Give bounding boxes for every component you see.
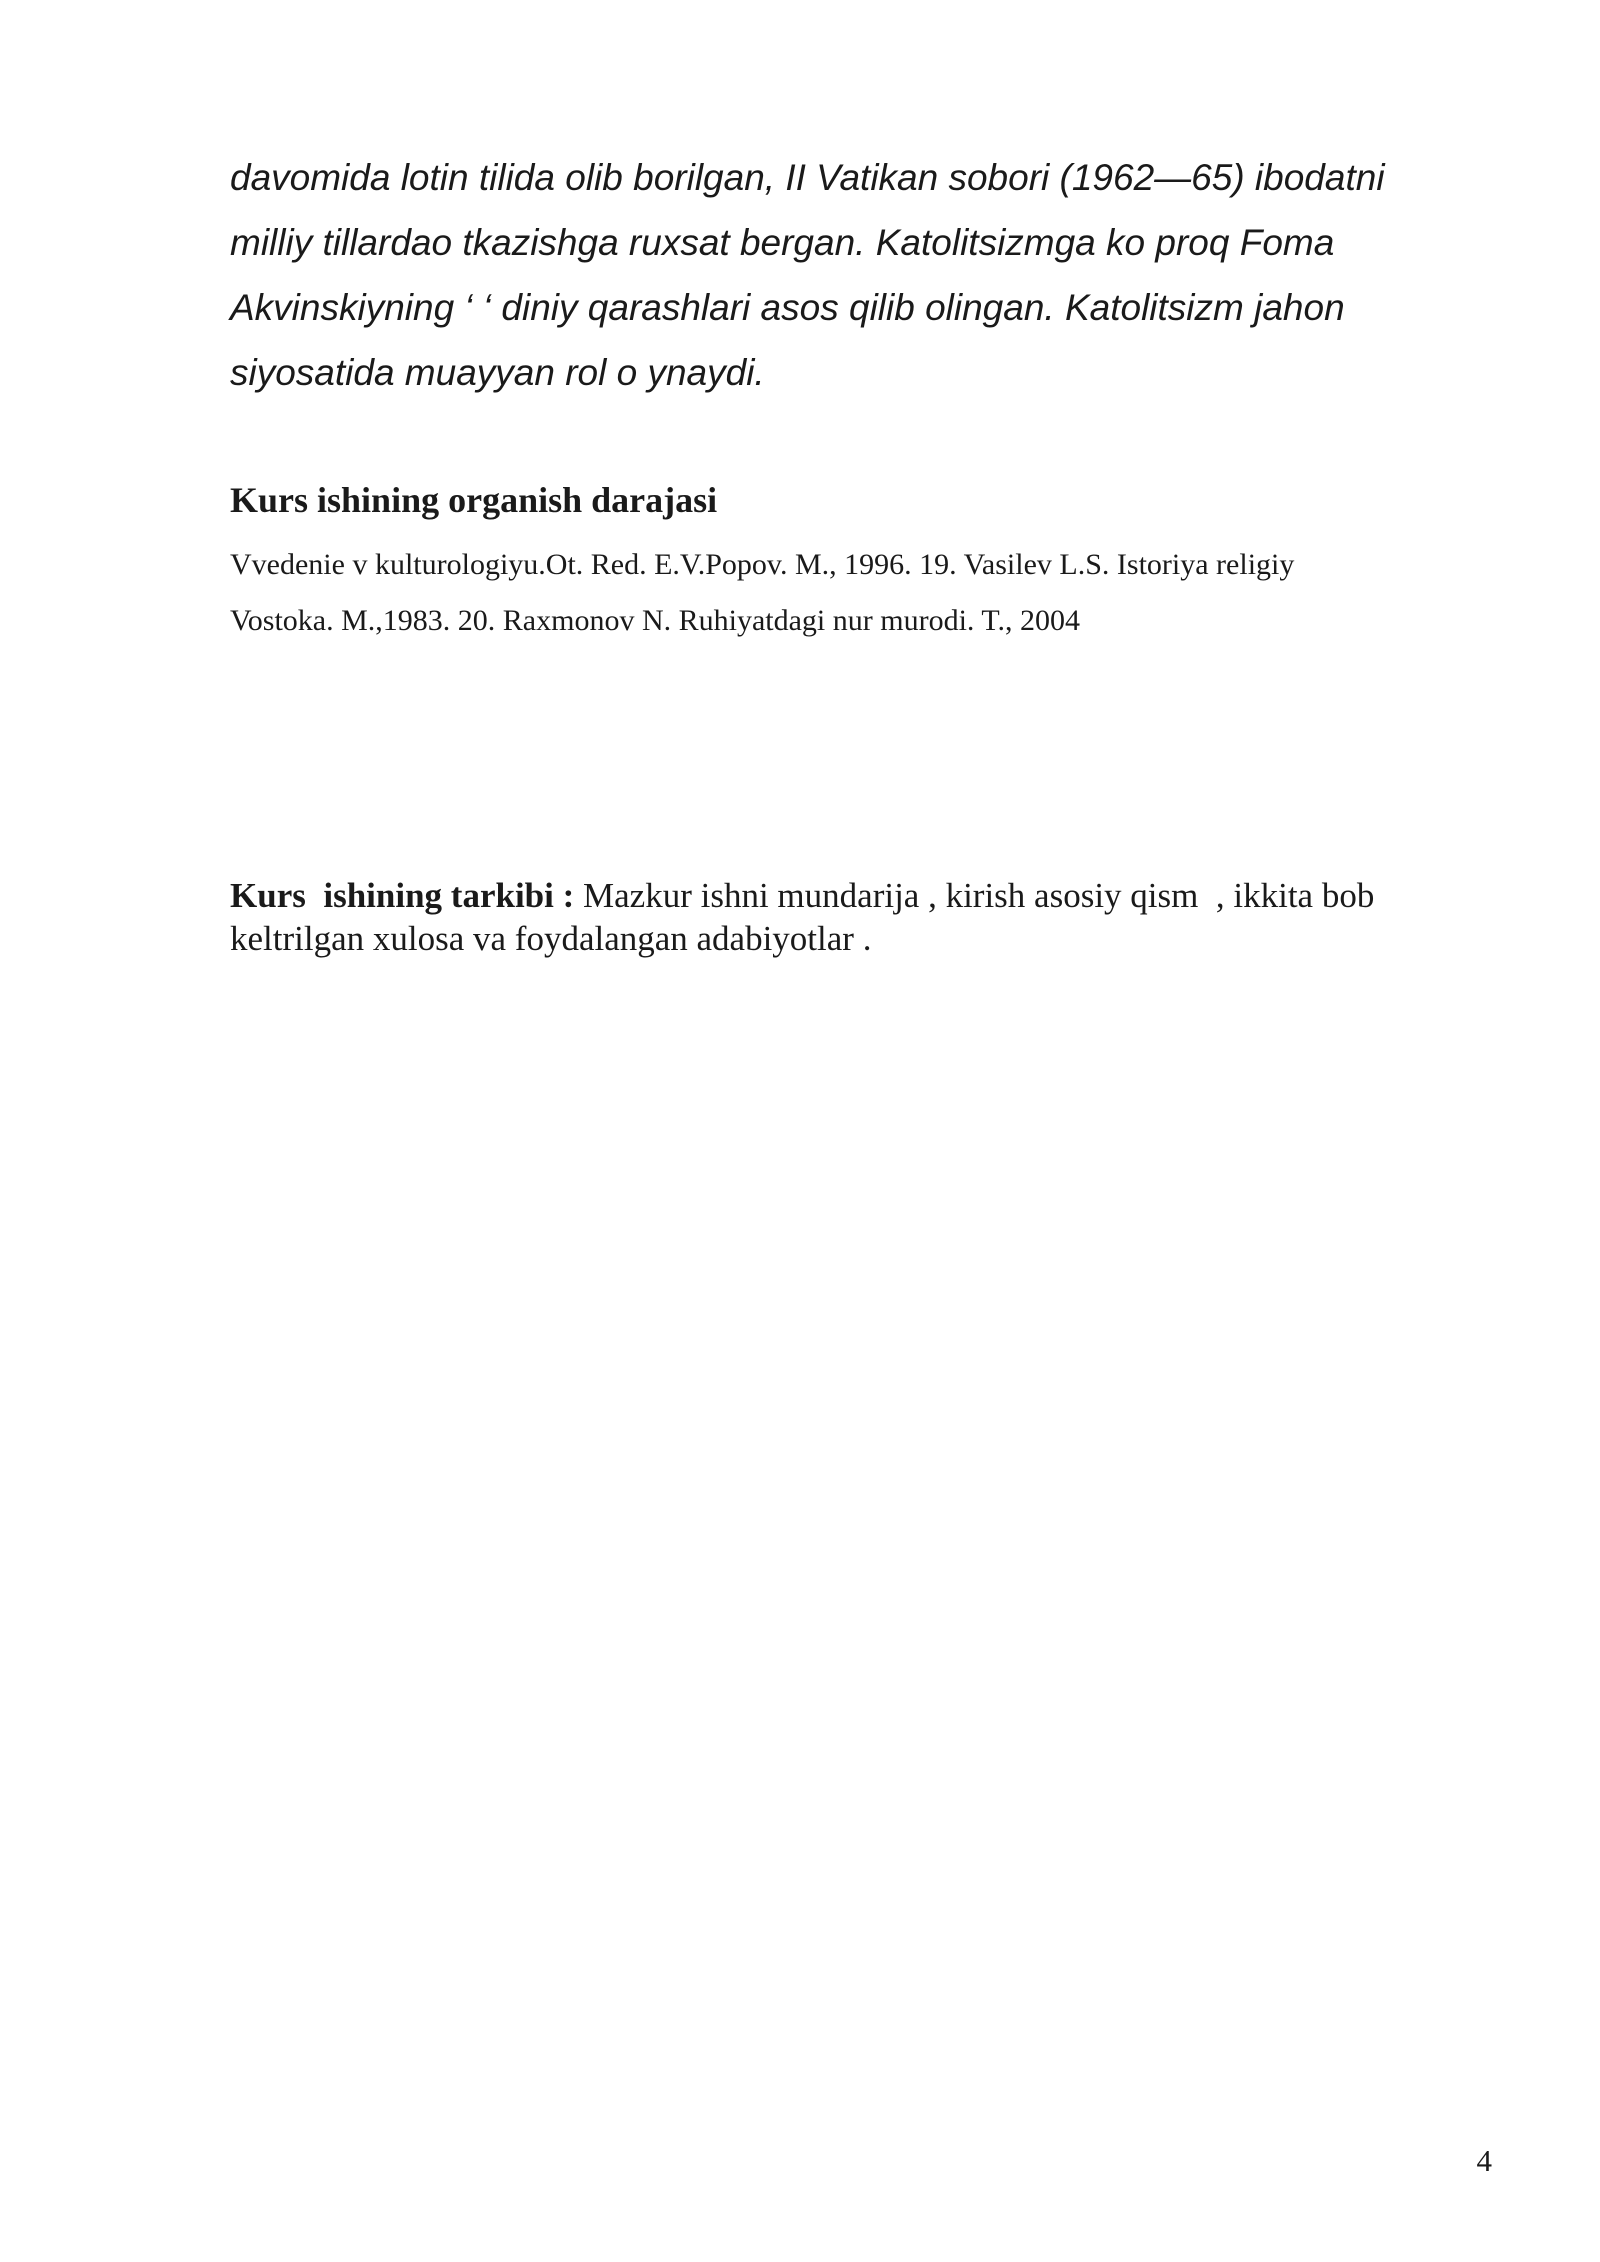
intro-paragraph [230, 145, 1470, 405]
structure-text: Mazkur ishni mundarija , kirish asosiy qism , ikkita bob [574, 876, 1375, 915]
structure-line-2: keltrilgan xulosa va foydalangan adabiyotlar . [230, 919, 872, 958]
intro-line-4: siyosatida muayyan rol o ynaydi. [230, 352, 765, 393]
references-line-2: Vostoka. M.,1983. 20. Raxmonov N. Ruhiyatdagi nur murodi. T., 2004 [230, 604, 1080, 637]
intro-line-1: davomida lotin tilida olib borilgan, II Vatikan sobori (1962—65) ibodatni [230, 157, 1385, 198]
references-line-1: Vvedenie v kulturologiyu.Ot. Red. E.V.Popov. M., 1996. 19. Vasilev L.S. Istoriya religiy [230, 548, 1295, 581]
page-number: 4 [1476, 2143, 1492, 2178]
structure-paragraph [230, 874, 1490, 960]
structure-label: Kurs ishining tarkibi : [230, 876, 575, 915]
study-level-heading: Kurs ishining organish darajasi [230, 480, 718, 520]
intro-line-2: milliy tillardao tkazishga ruxsat bergan. Katolitsizmga ko proq Foma [230, 222, 1335, 263]
structure-line-1 [230, 874, 1490, 917]
references-paragraph [230, 537, 1470, 649]
intro-line-3: Akvinskiyning ‘ ‘ diniy qarashlari asos qilib olingan. Katolitsizm jahon [230, 287, 1345, 328]
